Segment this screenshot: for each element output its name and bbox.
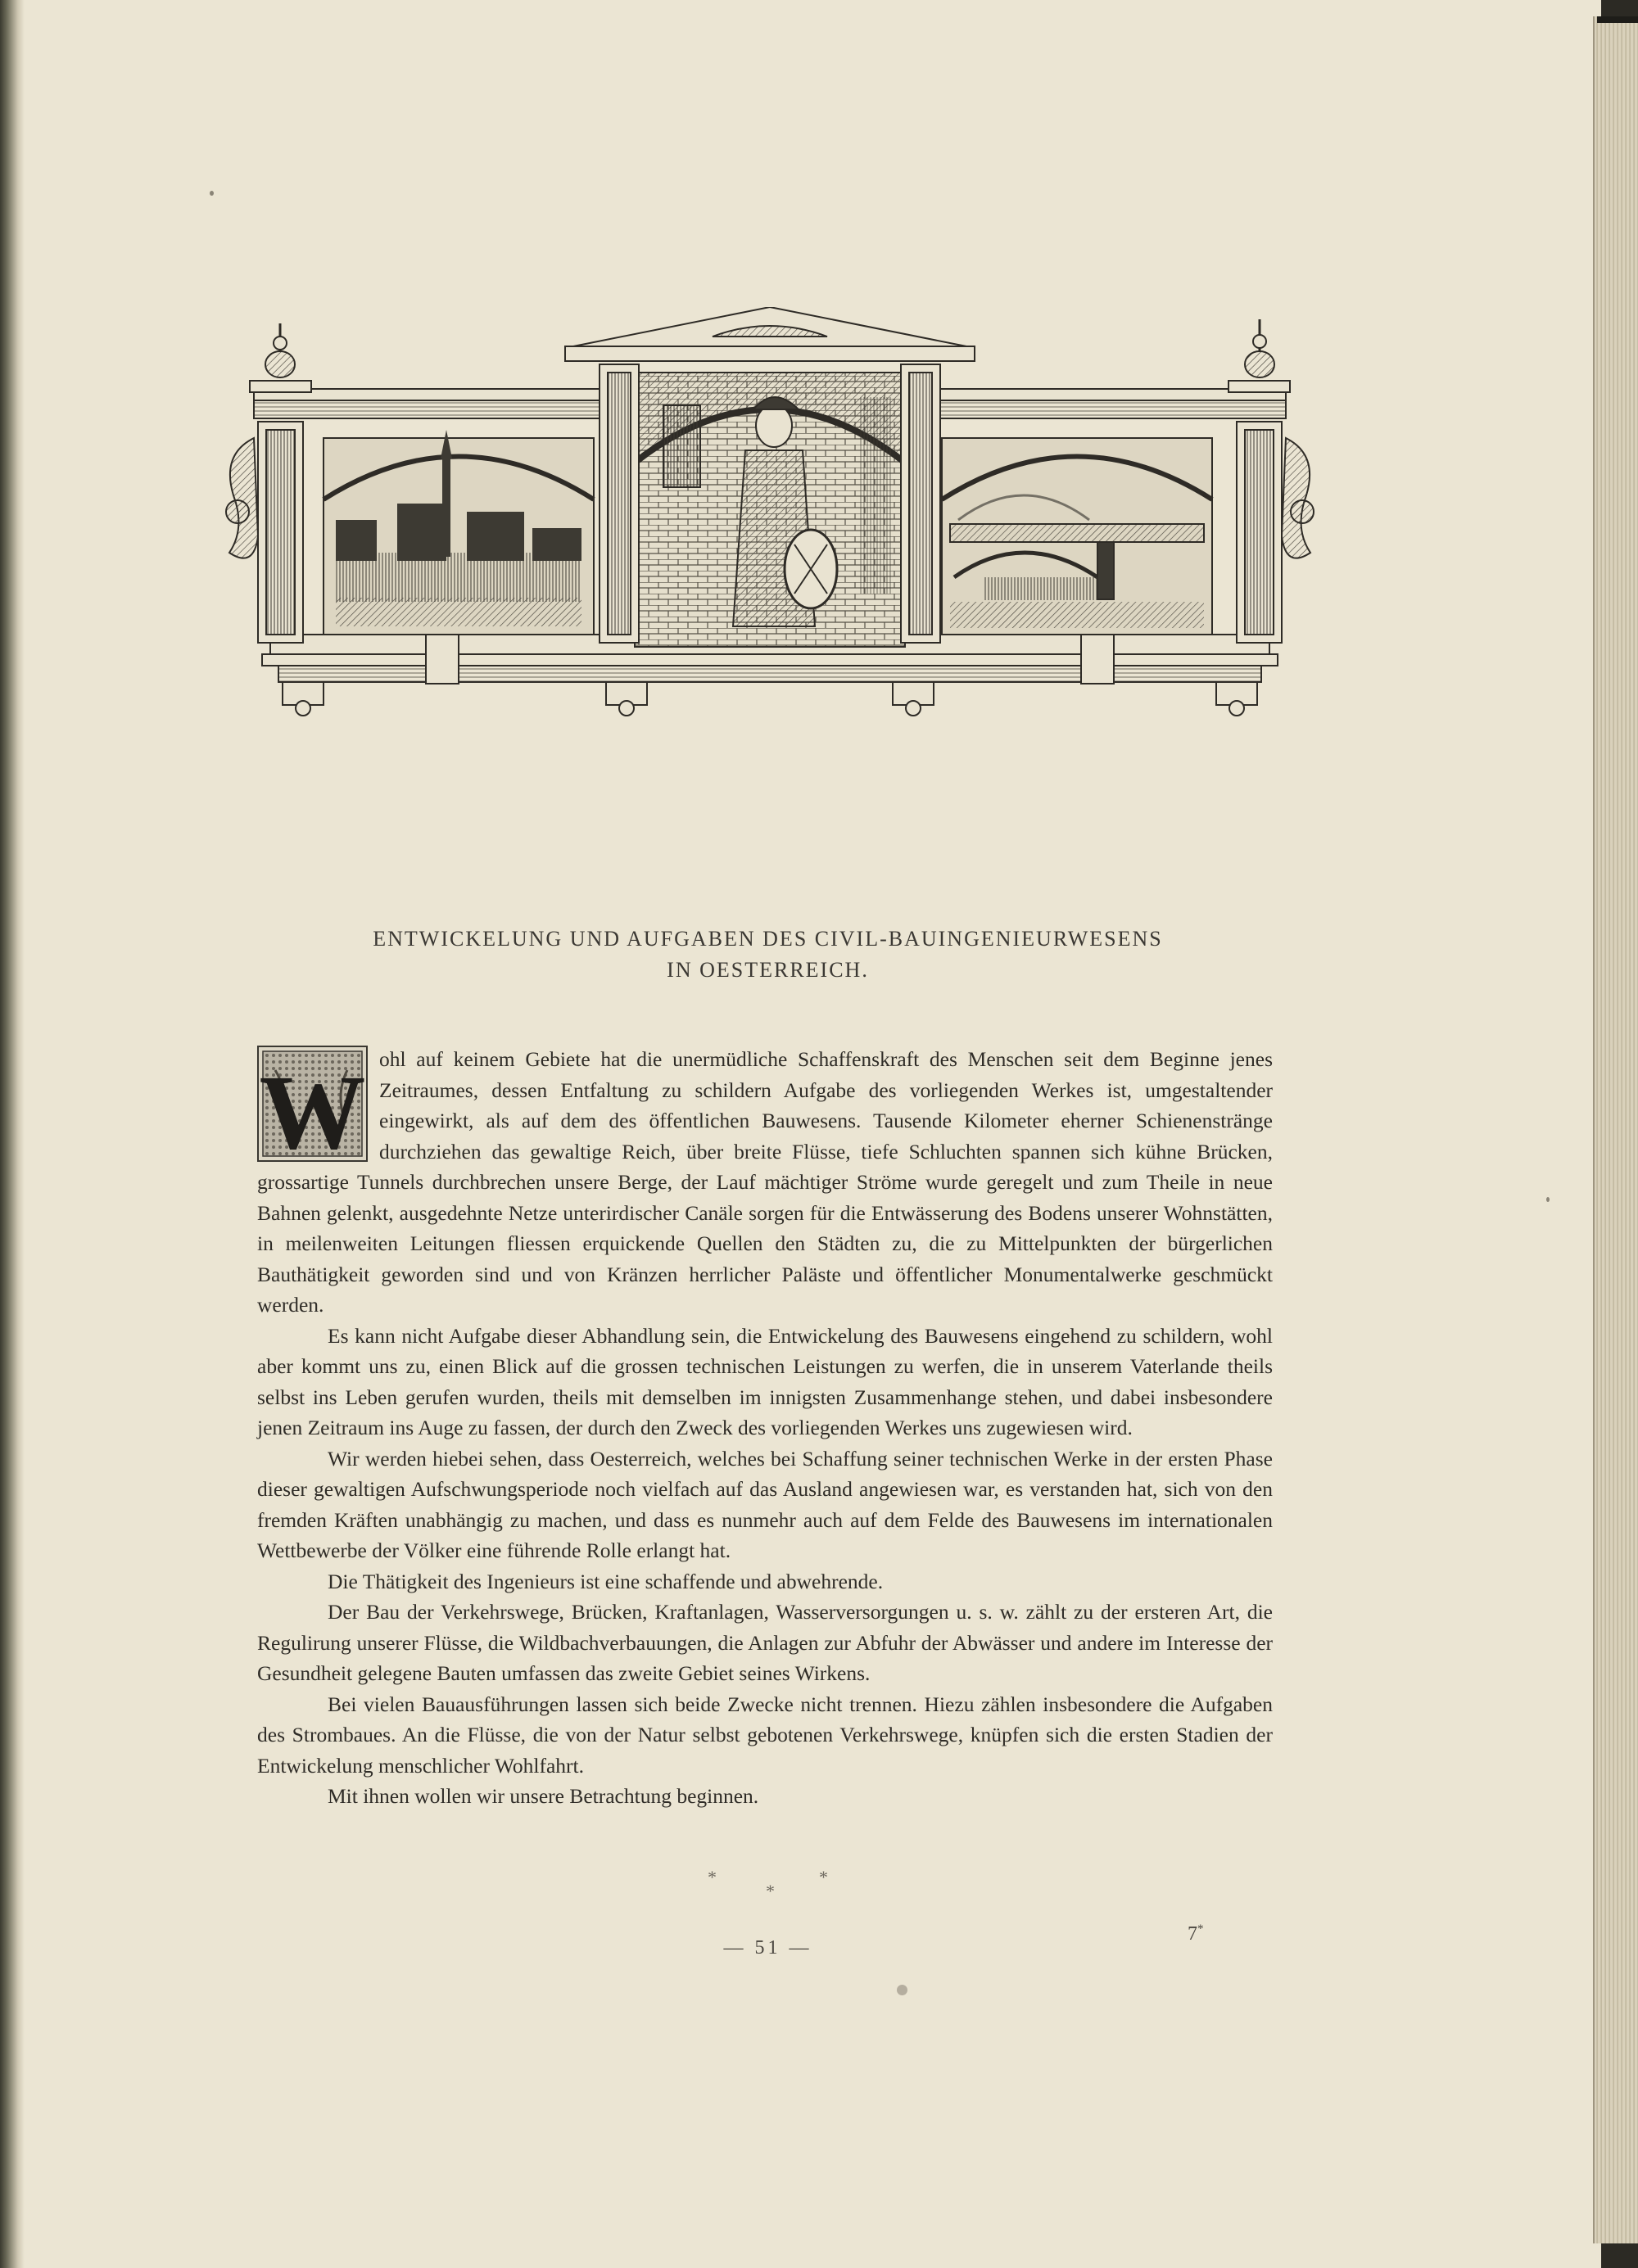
- ornamental-initial: [257, 1046, 368, 1162]
- body-text: [257, 1044, 1273, 1812]
- paragraph-4: Die Thätigkeit des Ingenieurs ist eine schaffende und abwehrende.: [328, 1569, 884, 1593]
- page-number: — 51 —: [723, 1937, 812, 1959]
- paragraph-1: ohl auf keinem Gebiete hat die unermüdliche Schaffenskraft des Menschen seit dem Beginne jenes Zeitraumes, dessen Entfaltung zu schildern Aufgabe des vorliegenden Werkes ist, umgestaltender eingewirkt, als auf dem des öffentlichen Bauwesens. Tausende Kilometer eherner Schienenstränge durchziehen das gewaltige Reich, über breite Flüsse, tiefe Schluchten spannen sich kühne Brücken, grossartige Tunnels durchbrechen unsere Berge, der Lauf mächtiger Ströme wurde geregelt und zum Theile in neue Bahnen gelenkt, ausgedehnte Netze unterirdischer Canäle sorgen für die Entwässerung des Bodens unserer Wohnstätten, in meilenweiten Leitungen fliessen erquickende Quellen den Städten zu, die zu Mittelpunkten der bürgerlichen Bauthätigkeit geworden sind und von Kränzen herrlicher Paläste und öffentlicher Monumentalwerke geschmückt werden.: [257, 1047, 1273, 1317]
- book-spine-shadow: [0, 0, 25, 2268]
- asterism-star: *: [819, 1867, 828, 1887]
- asterism-star: *: [708, 1867, 717, 1887]
- paragraph-3: Wir werden hiebei sehen, dass Oesterreich, welches bei Schaffung seiner technischen Werke in der ersten Phase dieser gewaltigen Aufschwungsperiode noch vielfach auf das Ausland angewiesen war, es verstanden hat, sich von den fremden Kräften unabhängig zu machen, und dass es nunmehr auch auf dem Felde des Bauwesens im internationalen Wettbewerbe der Völker eine führende Rolle erlangt hat.: [257, 1446, 1273, 1562]
- paragraph-2: Es kann nicht Aufgabe dieser Abhandlung sein, die Entwickelung des Bauwesens eingehend zu schildern, wohl aber kommt uns zu, einen Blick auf die grossen technischen Leistungen zu werfen, die in unserem Vaterlande theils selbst ins Leben gerufen wurden, theils mit demselben im innigsten Zusammenhange stehen, und dabei insbesondere jenen Zeitraum ins Auge zu fassen, der durch den Zweck des vorliegenden Werkes uns zugewiesen wird.: [257, 1323, 1273, 1439]
- chapter-title-line-2: IN OESTERREICH.: [667, 958, 869, 982]
- paragraph-7: Mit ihnen wollen wir unsere Betrachtung beginnen.: [328, 1784, 759, 1808]
- cover-edge: [1597, 16, 1638, 23]
- paper-speck: [1546, 1197, 1550, 1202]
- signature-mark: [1188, 1922, 1204, 1945]
- page-stack-edge: [1593, 16, 1638, 2243]
- paper-speck: [897, 1985, 907, 1995]
- paragraph-6: Bei vielen Bauausführungen lassen sich beide Zwecke nicht trennen. Hiezu zählen insbesondere die Aufgaben des Strombaues. An die Flüsse, die von der Natur selbst gebotenen Verkehrswege, knüpfen sich die ersten Stadien der Entwickelung menschlicher Wohlfahrt.: [257, 1692, 1273, 1778]
- signature-asterisk: *: [1197, 1922, 1204, 1936]
- paragraph-5: Der Bau der Verkehrswege, Brücken, Kraftanlagen, Wasserversorgungen u. s. w. zählt zu der ersteren Art, die Regulirung unserer Flüsse, die Wildbachverbauungen, die Anlagen zur Abfuhr der Abwässer und andere im Interesse der Gesundheit gelegene Bauten umfassen das zweite Gebiet seines Wirkens.: [257, 1600, 1273, 1685]
- dropcap-letter: W: [259, 1054, 366, 1162]
- paper-speck: [210, 191, 214, 196]
- signature-number: 7: [1188, 1923, 1197, 1945]
- chapter-title-line-1: ENTWICKELUNG UND AUFGABEN DES CIVIL-BAUINGENIEURWESENS: [373, 927, 1163, 951]
- asterism-star: *: [766, 1881, 775, 1901]
- ornamental-headpiece-illustration: [221, 307, 1319, 725]
